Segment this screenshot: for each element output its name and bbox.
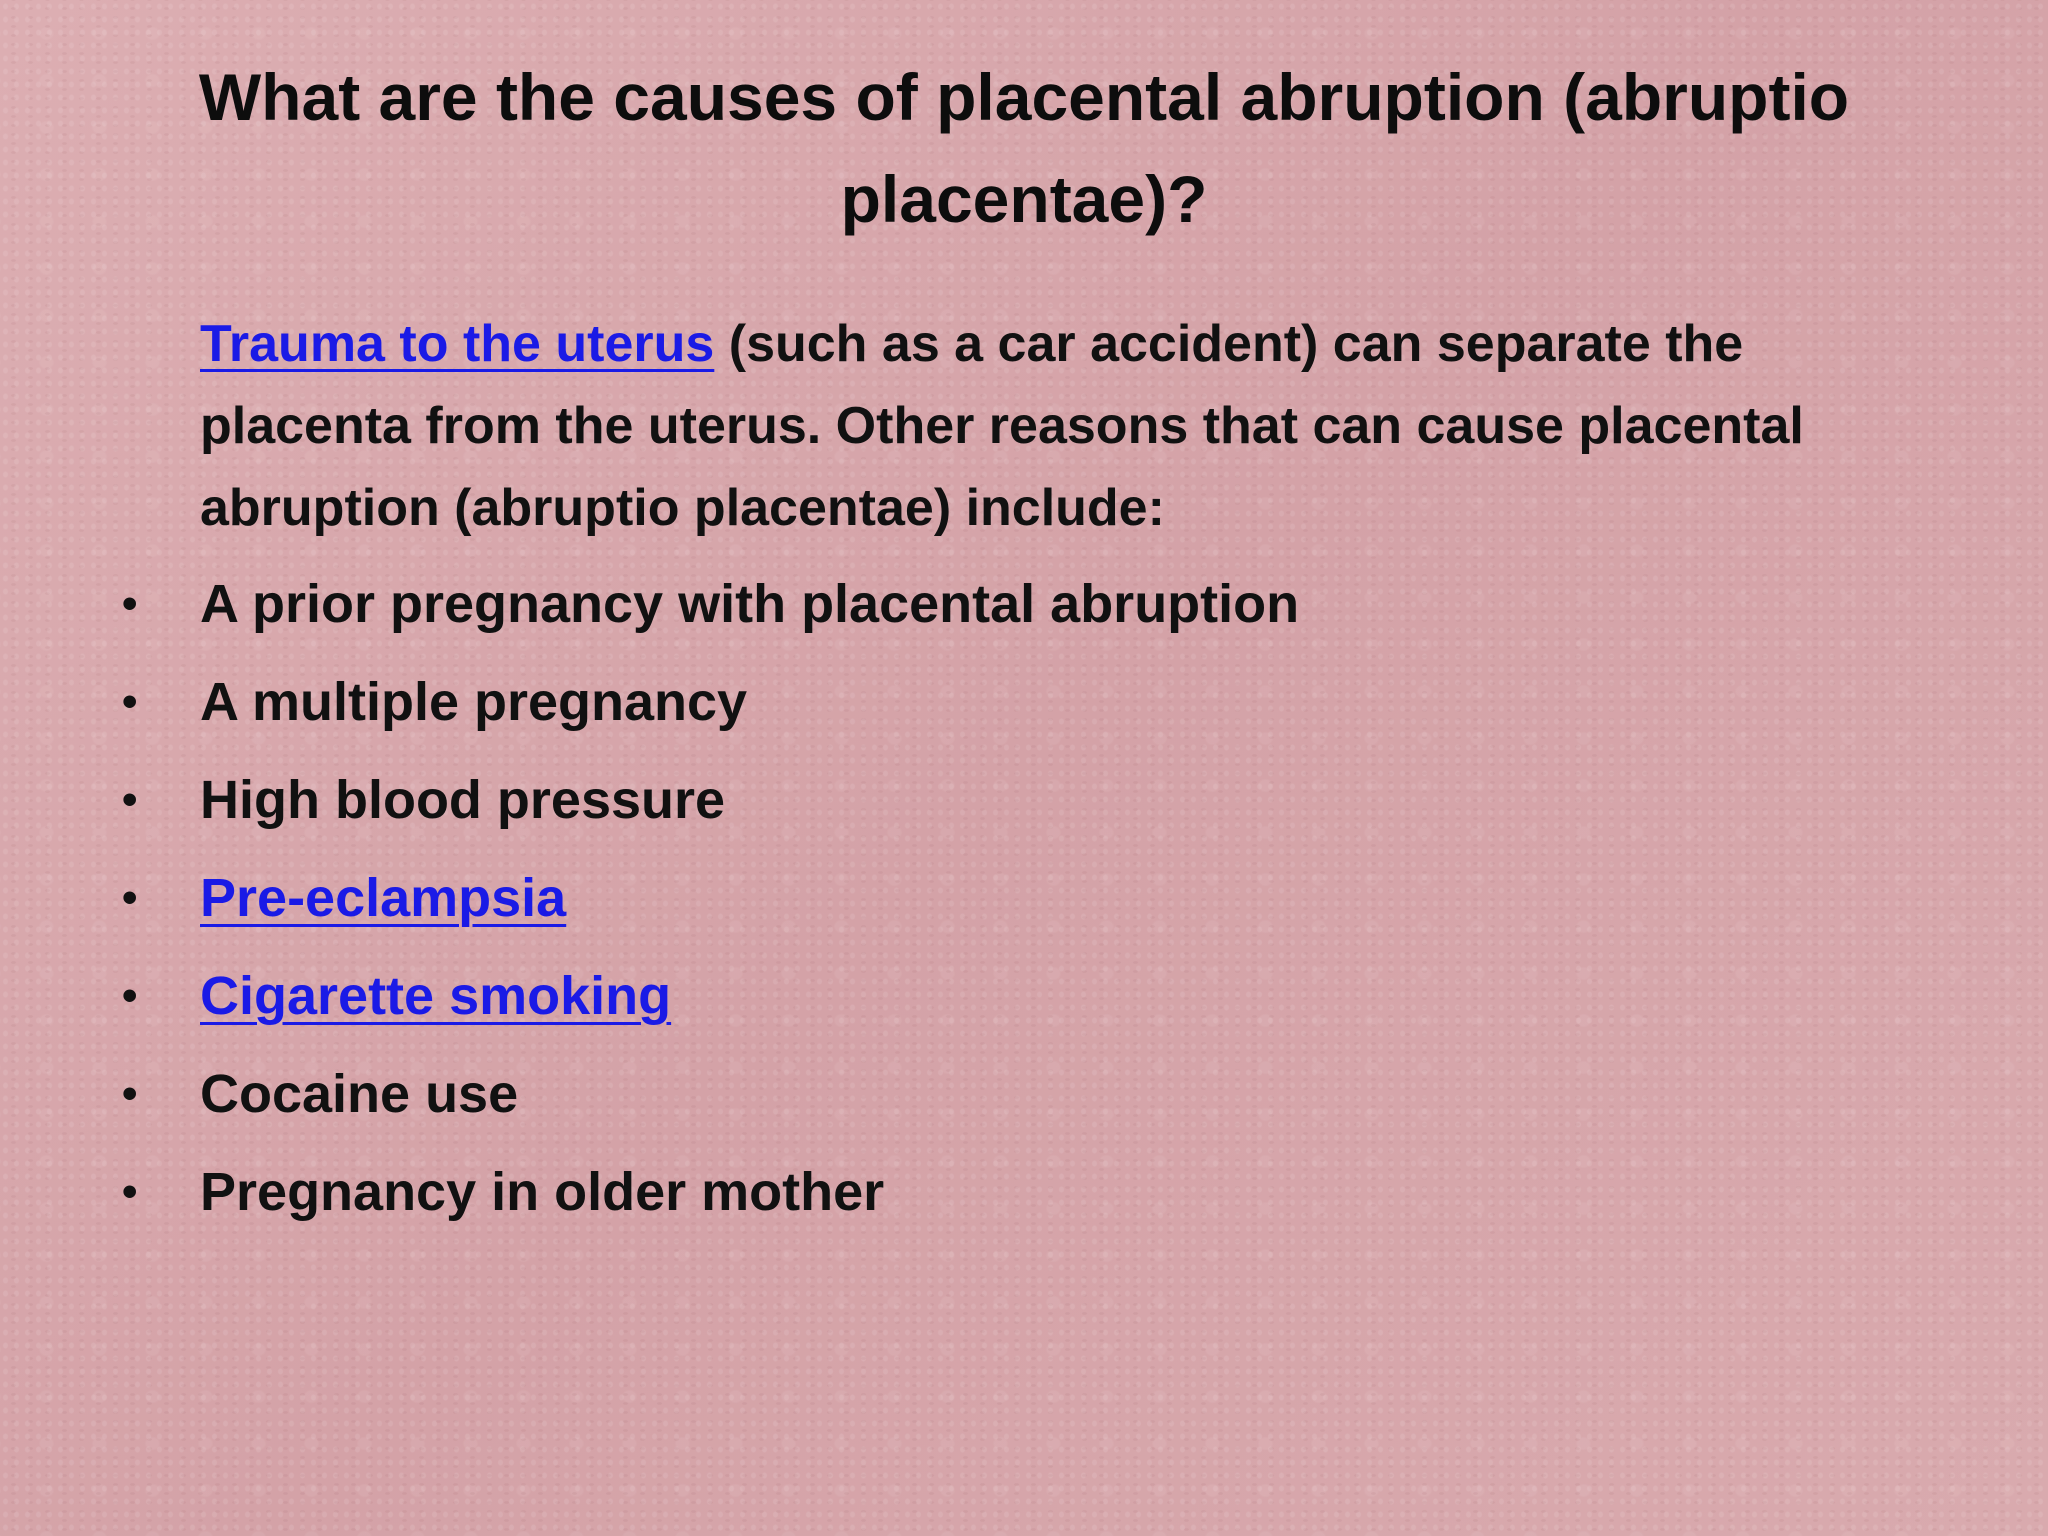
intro-paragraph	[200, 303, 1900, 549]
intro-text: (such as a car accident) can separate the placenta from the uterus. Other reasons that can cause placental abruption (abruptio placentae) include:	[200, 315, 1804, 537]
bullet-icon: •	[122, 1167, 138, 1216]
high-blood-pressure-item: High blood pressure	[200, 770, 726, 830]
list-item	[0, 653, 2048, 751]
trauma-to-uterus-link[interactable]: Trauma to the uterus	[200, 315, 715, 373]
pre-eclampsia-link[interactable]: Pre-eclampsia	[200, 868, 567, 928]
cocaine-use-item: Cocaine use	[200, 1064, 519, 1124]
list-item	[0, 1143, 2048, 1241]
list-item	[0, 555, 2048, 653]
list-item	[0, 751, 2048, 849]
list-item	[0, 849, 2048, 947]
bullet-icon: •	[122, 1069, 138, 1118]
cigarette-smoking-link[interactable]: Cigarette smoking	[200, 966, 672, 1026]
bullet-icon: •	[122, 873, 138, 922]
bullet-icon: •	[122, 677, 138, 726]
causes-list	[0, 555, 2048, 1241]
multiple-pregnancy-item: A multiple pregnancy	[200, 672, 748, 732]
bullet-icon: •	[122, 775, 138, 824]
list-item	[0, 1045, 2048, 1143]
slide-title: What are the causes of placental abruption (abruptio placentae)?	[198, 60, 1850, 236]
bullet-icon: •	[122, 579, 138, 628]
prior-pregnancy-item: A prior pregnancy with placental abruption	[200, 574, 1300, 634]
older-mother-item: Pregnancy in older mother	[200, 1162, 885, 1222]
list-item	[0, 947, 2048, 1045]
bullet-icon: •	[122, 971, 138, 1020]
